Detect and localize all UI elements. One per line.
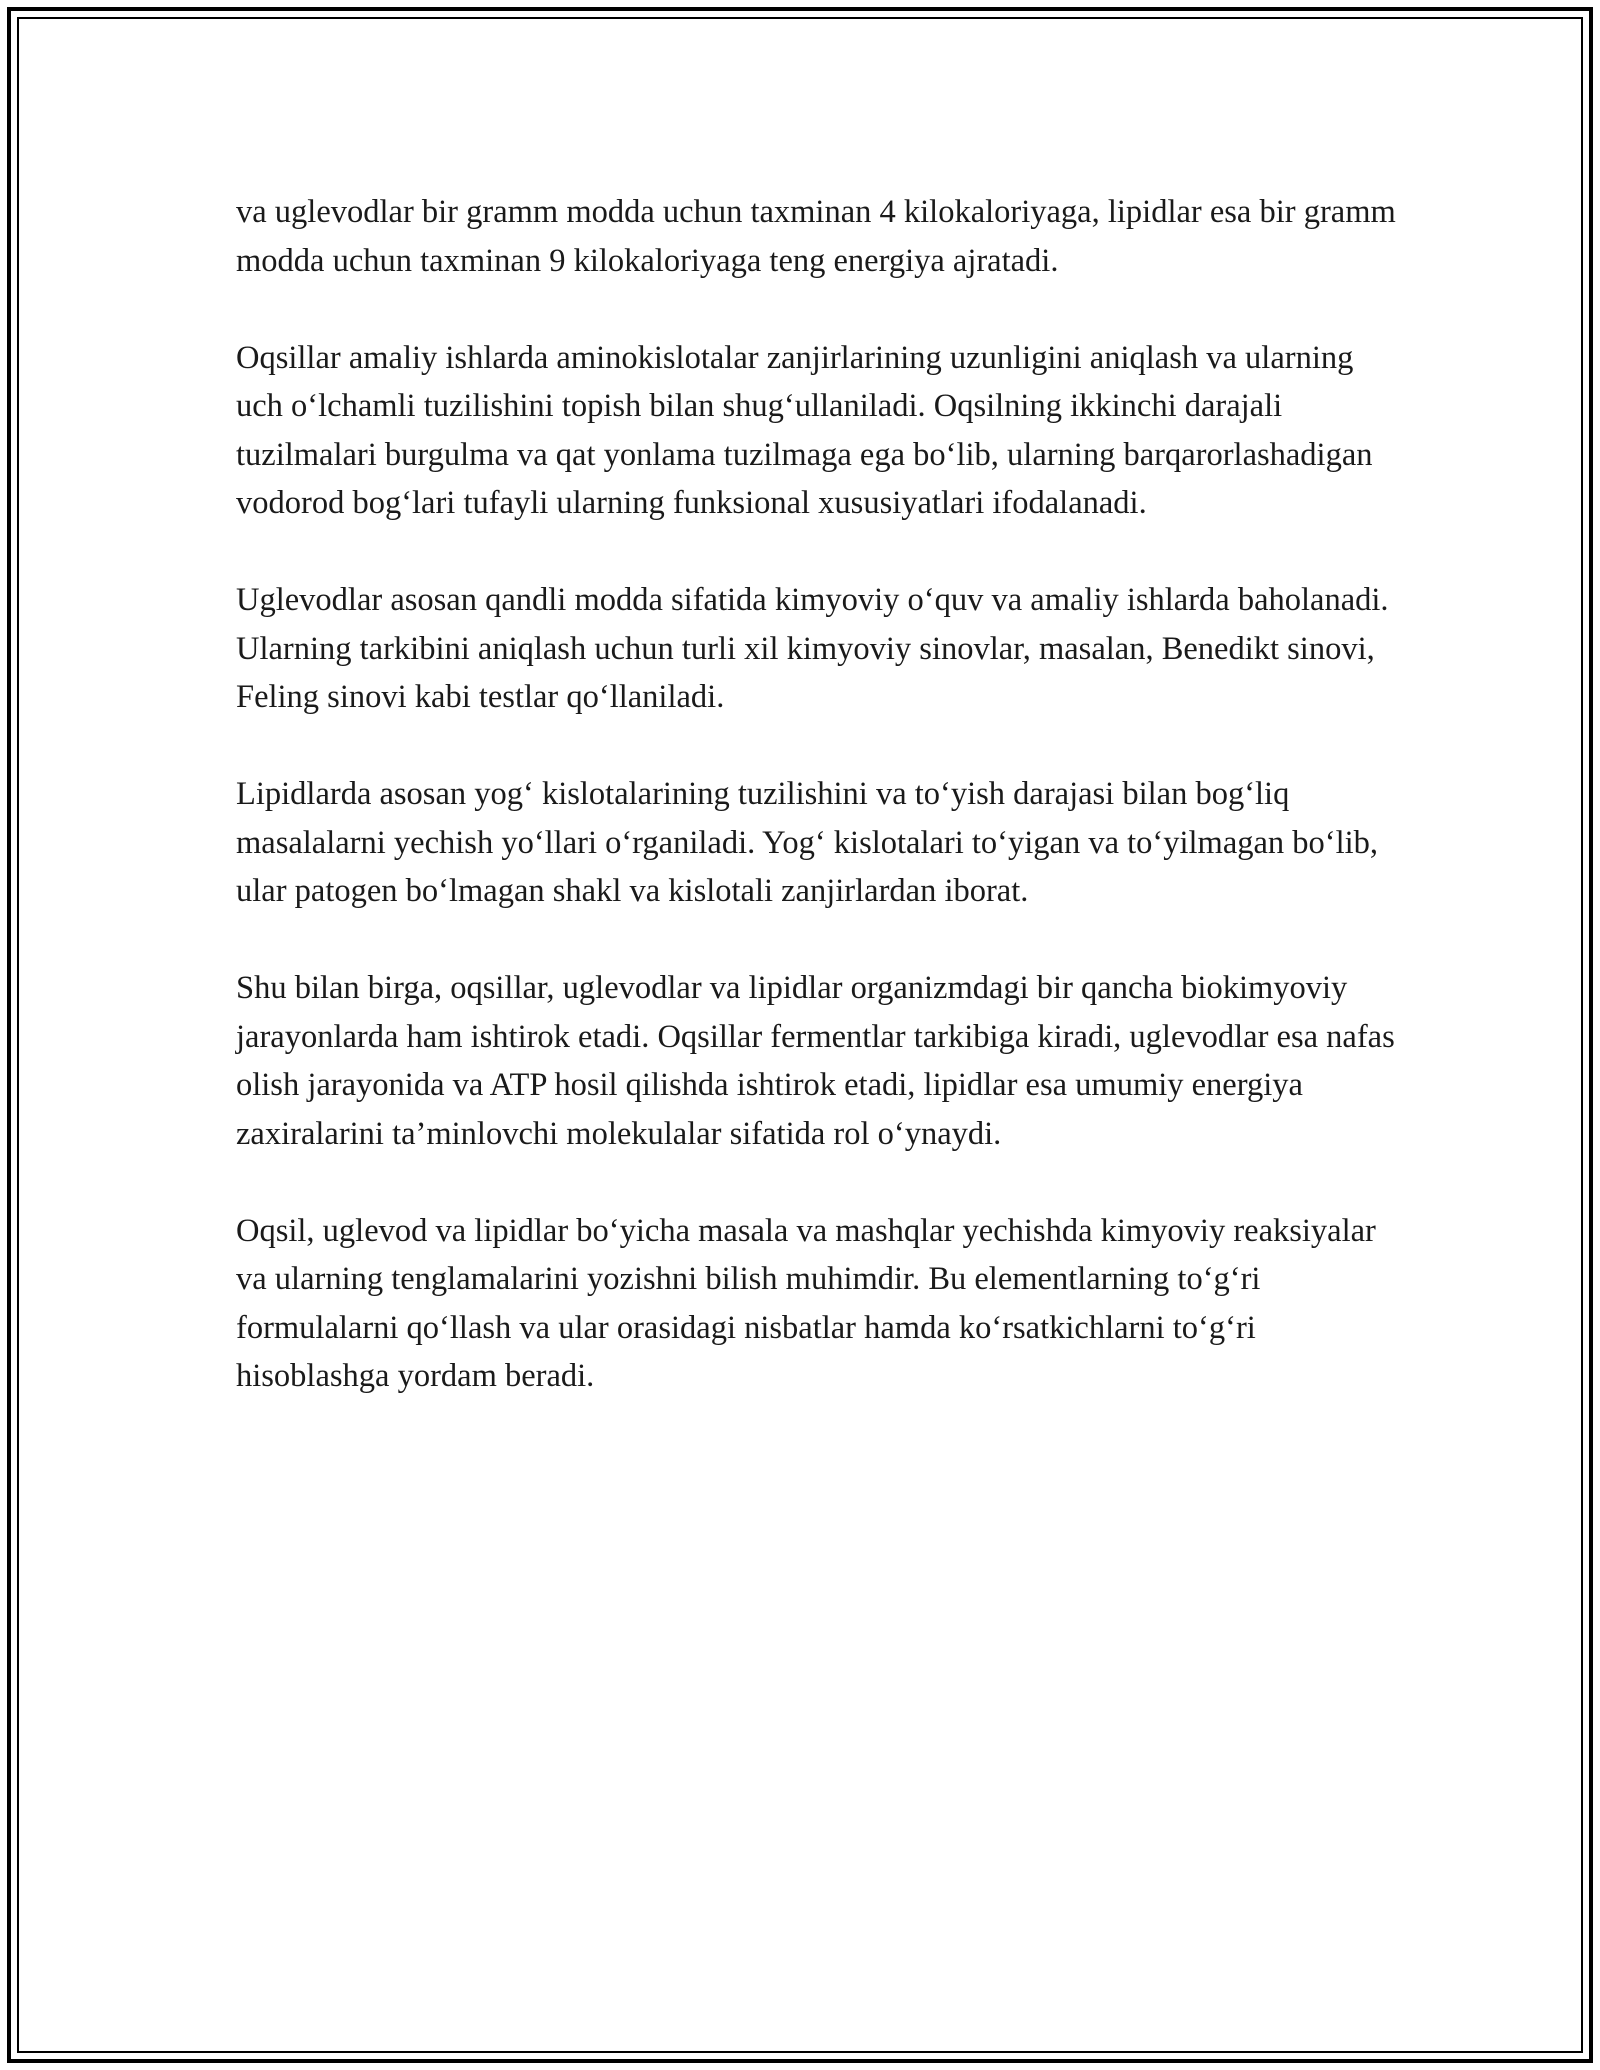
paragraph: Oqsil, uglevod va lipidlar bo‘yicha masala va mashqlar yechishda kimyoviy reaksiyalar va ularning tenglamalarini yozishni bilish muhimdir. Bu elementlarning to‘g‘ri formulalarni qo‘llash va ular orasidagi nisbatlar hamda ko‘rsatkichlarni to‘g‘ri hisoblashga yordam beradi. bbox=[236, 1212, 1376, 1394]
paragraph: Oqsillar amaliy ishlarda aminokislotalar zanjirlarining uzunligini aniqlash va ularning uch o‘lchamli tuzilishini topish bilan shug‘ullaniladi. Oqsilning ikkinchi darajali tuzilmalari burgulma va qat yonlama tuzilmaga ega bo‘lib, ularning barqarorlashadigan vodorod bog‘lari tufayli ularning funksional xususiyatlari ifodalanadi. bbox=[236, 339, 1373, 521]
paragraph: Uglevodlar asosan qandli modda sifatida kimyoviy o‘quv va amaliy ishlarda baholanadi. Ularning tarkibini aniqlash uchun turli xil kimyoviy sinovlar, masalan, Benedikt sinovi, Feling sinovi kabi testlar qo‘llaniladi. bbox=[236, 582, 1389, 715]
paragraph: va uglevodlar bir gramm modda uchun taxminan 4 kilokaloriyaga, lipidlar esa bir gramm modda uchun taxminan 9 kilokaloriyaga teng energiya ajratadi. bbox=[236, 194, 1396, 279]
paragraph: Lipidlarda asosan yog‘ kislotalarining tuzilishini va to‘yish darajasi bilan bog‘liq masalalarni yechish yo‘llari o‘rganiladi. Yog‘ kislotalari to‘yigan va to‘yilmagan bo‘lib, ular patogen bo‘lmagan shakl va kislotali zanjirlardan iborat. bbox=[236, 776, 1379, 909]
paragraph: Shu bilan birga, oqsillar, uglevodlar va lipidlar organizmdagi bir qancha biokimyoviy jarayonlarda ham ishtirok etadi. Oqsillar fermentlar tarkibiga kiradi, uglevodlar esa nafas olish jarayonida va ATP hosil qilishda ishtirok etadi, lipidlar esa umumiy energiya zaxiralarini ta’minlovchi molekulalar sifatida rol o‘ynaydi. bbox=[236, 970, 1395, 1152]
document-body bbox=[236, 188, 1406, 1449]
